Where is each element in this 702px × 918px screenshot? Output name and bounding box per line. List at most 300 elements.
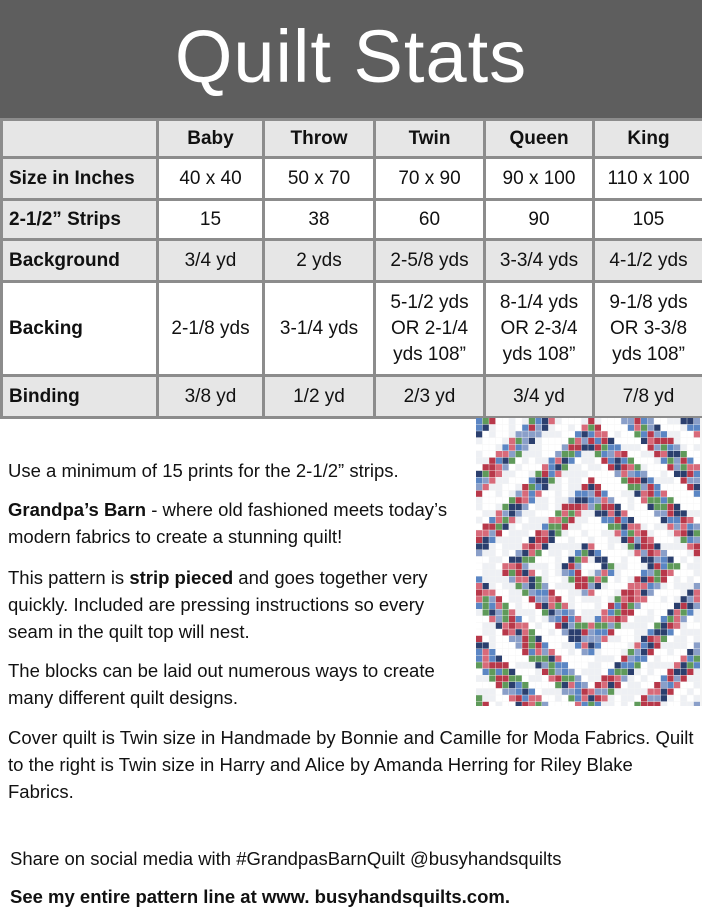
quilt-square	[601, 530, 607, 536]
quilt-square	[483, 682, 489, 688]
quilt-square	[588, 563, 594, 569]
quilt-square	[489, 418, 495, 424]
quilt-square	[502, 702, 508, 706]
quilt-square	[621, 616, 627, 622]
quilt-square	[516, 484, 522, 490]
quilt-square	[496, 702, 502, 706]
column-header: Throw	[264, 120, 375, 158]
quilt-square	[641, 537, 647, 543]
quilt-square	[628, 590, 634, 596]
quilt-square	[595, 543, 601, 549]
quilt-square	[615, 570, 621, 576]
quilt-square	[522, 438, 528, 444]
quilt-square	[628, 596, 634, 602]
quilt-square	[549, 596, 555, 602]
quilt-square	[667, 629, 673, 635]
quilt-square	[667, 596, 673, 602]
quilt-square	[483, 629, 489, 635]
quilt-square	[595, 504, 601, 510]
quilt-square	[562, 702, 568, 706]
quilt-square	[615, 477, 621, 483]
quilt-square	[595, 425, 601, 431]
quilt-square	[529, 649, 535, 655]
quilt-square	[595, 662, 601, 668]
quilt-square	[641, 563, 647, 569]
quilt-square	[667, 464, 673, 470]
quilt-square	[555, 603, 561, 609]
quilt-square	[568, 649, 574, 655]
quilt-square	[681, 576, 687, 582]
quilt-square	[634, 695, 640, 701]
quilt-square	[535, 451, 541, 457]
quilt-square	[648, 642, 654, 648]
quilt-square	[687, 543, 693, 549]
quilt-square	[615, 543, 621, 549]
quilt-square	[667, 438, 673, 444]
quilt-square	[608, 464, 614, 470]
quilt-square	[476, 603, 482, 609]
quilt-square	[582, 537, 588, 543]
quilt-square	[502, 576, 508, 582]
quilt-square	[608, 438, 614, 444]
quilt-square	[483, 543, 489, 549]
quilt-square	[608, 603, 614, 609]
quilt-square	[496, 682, 502, 688]
quilt-square	[694, 458, 700, 464]
quilt-square	[601, 616, 607, 622]
quilt-square	[628, 636, 634, 642]
quilt-square	[601, 504, 607, 510]
quilt-square	[496, 484, 502, 490]
quilt-square	[654, 682, 660, 688]
quilt-square	[549, 642, 555, 648]
quilt-square	[509, 530, 515, 536]
quilt-square	[516, 550, 522, 556]
quilt-square	[674, 682, 680, 688]
quilt-square	[661, 662, 667, 668]
quilt-square	[516, 695, 522, 701]
quilt-square	[687, 524, 693, 530]
quilt-square	[555, 543, 561, 549]
quilt-square	[595, 576, 601, 582]
quilt-square	[509, 557, 515, 563]
quilt-square	[621, 451, 627, 457]
quilt-square	[542, 471, 548, 477]
quilt-square	[562, 570, 568, 576]
quilt-square	[489, 543, 495, 549]
quilt-square	[535, 576, 541, 582]
quilt-square	[628, 438, 634, 444]
quilt-square	[509, 458, 515, 464]
quilt-square	[661, 458, 667, 464]
quilt-square	[529, 530, 535, 536]
quilt-square	[555, 510, 561, 516]
quilt-square	[502, 431, 508, 437]
table-header-row	[2, 120, 702, 158]
quilt-square	[516, 702, 522, 706]
quilt-square	[582, 438, 588, 444]
quilt-square	[555, 702, 561, 706]
quilt-square	[476, 642, 482, 648]
quilt-square	[681, 583, 687, 589]
quilt-square	[615, 504, 621, 510]
quilt-square	[568, 590, 574, 596]
quilt-square	[496, 530, 502, 536]
quilt-square	[555, 464, 561, 470]
quilt-square	[641, 649, 647, 655]
quilt-square	[555, 491, 561, 497]
quilt-square	[535, 695, 541, 701]
quilt-square	[555, 642, 561, 648]
quilt-square	[687, 550, 693, 556]
quilt-square	[615, 550, 621, 556]
quilt-square	[694, 524, 700, 530]
quilt-square	[483, 669, 489, 675]
quilt-square	[542, 689, 548, 695]
quilt-square	[654, 431, 660, 437]
quilt-square	[522, 609, 528, 615]
quilt-square	[641, 682, 647, 688]
quilt-square	[496, 576, 502, 582]
fabric-credits: Cover quilt is Twin size in Handmade by Bonnie and Camille for Moda Fabrics. Quilt to the right is Twin size in Harry and Alice by Amanda Herring for Riley Blake Fabrics.	[8, 727, 694, 802]
quilt-square	[674, 695, 680, 701]
quilt-square	[542, 656, 548, 662]
quilt-square	[562, 609, 568, 615]
quilt-square	[608, 642, 614, 648]
quilt-square	[601, 590, 607, 596]
quilt-square	[634, 629, 640, 635]
quilt-square	[661, 451, 667, 457]
quilt-square	[628, 431, 634, 437]
quilt-square	[674, 504, 680, 510]
quilt-square	[489, 504, 495, 510]
quilt-square	[601, 543, 607, 549]
quilt-square	[496, 669, 502, 675]
quilt-square	[694, 425, 700, 431]
quilt-square	[608, 517, 614, 523]
quilt-square	[588, 458, 594, 464]
quilt-square	[634, 563, 640, 569]
quilt-square	[509, 596, 515, 602]
quilt-square	[615, 636, 621, 642]
quilt-square	[522, 517, 528, 523]
quilt-square	[615, 530, 621, 536]
quilt-square	[555, 570, 561, 576]
table-cell: 90 x 100	[485, 158, 594, 200]
quilt-square	[542, 629, 548, 635]
quilt-square	[483, 524, 489, 530]
quilt-square	[522, 570, 528, 576]
quilt-square	[595, 649, 601, 655]
quilt-square	[476, 543, 482, 549]
quilt-square	[509, 609, 515, 615]
quilt-square	[615, 576, 621, 582]
quilt-square	[562, 669, 568, 675]
quilt-square	[641, 484, 647, 490]
quilt-square	[582, 629, 588, 635]
quilt-square	[641, 438, 647, 444]
quilt-square	[595, 484, 601, 490]
quilt-square	[568, 444, 574, 450]
quilt-square	[562, 603, 568, 609]
quilt-square	[661, 616, 667, 622]
quilt-square	[621, 524, 627, 530]
quilt-square	[601, 583, 607, 589]
quilt-square	[509, 656, 515, 662]
quilt-square	[687, 609, 693, 615]
quilt-square	[529, 537, 535, 543]
quilt-square	[575, 689, 581, 695]
quilt-square	[529, 524, 535, 530]
quilt-square	[483, 451, 489, 457]
quilt-square	[575, 695, 581, 701]
quilt-square	[509, 576, 515, 582]
quilt-square	[562, 557, 568, 563]
column-header: Twin	[375, 120, 485, 158]
quilt-square	[483, 656, 489, 662]
quilt-square	[654, 550, 660, 556]
quilt-square	[694, 438, 700, 444]
quilt-square	[628, 464, 634, 470]
quilt-square	[667, 616, 673, 622]
quilt-square	[509, 484, 515, 490]
quilt-square	[483, 702, 489, 706]
quilt-square	[516, 616, 522, 622]
quilt-square	[502, 609, 508, 615]
quilt-square	[549, 702, 555, 706]
quilt-square	[568, 530, 574, 536]
quilt-square	[601, 689, 607, 695]
quilt-square	[588, 464, 594, 470]
quilt-square	[516, 662, 522, 668]
quilt-square	[562, 675, 568, 681]
quilt-square	[496, 583, 502, 589]
quilt-square	[588, 702, 594, 706]
quilt-square	[542, 431, 548, 437]
quilt-square	[509, 642, 515, 648]
quilt-square	[628, 609, 634, 615]
quilt-square	[641, 596, 647, 602]
quilt-square	[654, 471, 660, 477]
quilt-square	[654, 636, 660, 642]
quilt-square	[522, 583, 528, 589]
quilt-square	[568, 550, 574, 556]
quilt-square	[476, 471, 482, 477]
quilt-square	[628, 458, 634, 464]
quilt-square	[694, 682, 700, 688]
quilt-square	[641, 425, 647, 431]
quilt-square	[667, 510, 673, 516]
quilt-square	[588, 596, 594, 602]
quilt-square	[555, 444, 561, 450]
quilt-square	[681, 609, 687, 615]
quilt-square	[694, 451, 700, 457]
quilt-square	[674, 603, 680, 609]
table-row	[2, 282, 702, 376]
quilt-square	[522, 491, 528, 497]
quilt-square	[502, 477, 508, 483]
quilt-square	[489, 583, 495, 589]
quilt-square	[608, 682, 614, 688]
quilt-square	[634, 484, 640, 490]
quilt-square	[654, 438, 660, 444]
quilt-square	[516, 669, 522, 675]
quilt-square	[628, 510, 634, 516]
quilt-square	[694, 484, 700, 490]
quilt-square	[575, 517, 581, 523]
quilt-square	[661, 504, 667, 510]
quilt-square	[535, 596, 541, 602]
quilt-square	[483, 576, 489, 582]
quilt-square	[661, 444, 667, 450]
quilt-square	[601, 438, 607, 444]
quilt-square	[595, 675, 601, 681]
table-cell: 1/2 yd	[264, 376, 375, 418]
quilt-square	[648, 623, 654, 629]
quilt-square	[575, 438, 581, 444]
quilt-square	[661, 583, 667, 589]
quilt-square	[516, 477, 522, 483]
quilt-square	[516, 656, 522, 662]
quilt-square	[667, 451, 673, 457]
quilt-square	[661, 550, 667, 556]
quilt-square	[582, 444, 588, 450]
quilt-square	[634, 543, 640, 549]
quilt-square	[582, 484, 588, 490]
quilt-square	[634, 649, 640, 655]
quilt-square	[582, 425, 588, 431]
quilt-square	[661, 590, 667, 596]
quilt-square	[582, 563, 588, 569]
quilt-square	[562, 425, 568, 431]
quilt-square	[674, 444, 680, 450]
quilt-square	[641, 543, 647, 549]
quilt-square	[648, 504, 654, 510]
quilt-square	[509, 649, 515, 655]
quilt-square	[568, 510, 574, 516]
quilt-square	[562, 682, 568, 688]
quilt-square	[509, 570, 515, 576]
quilt-square	[588, 609, 594, 615]
quilt-square	[582, 431, 588, 437]
quilt-square	[667, 623, 673, 629]
quilt-square	[483, 458, 489, 464]
quilt-square	[667, 669, 673, 675]
quilt-square	[641, 458, 647, 464]
quilt-square	[641, 497, 647, 503]
quilt-square	[562, 497, 568, 503]
quilt-square	[648, 669, 654, 675]
quilt-square	[489, 530, 495, 536]
quilt-square	[681, 484, 687, 490]
quilt-square	[535, 563, 541, 569]
quilt-square	[648, 603, 654, 609]
quilt-square	[476, 563, 482, 569]
quilt-square	[483, 517, 489, 523]
quilt-square	[628, 695, 634, 701]
quilt-square	[667, 491, 673, 497]
quilt-square	[535, 675, 541, 681]
quilt-square	[522, 636, 528, 642]
quilt-stats-table	[0, 118, 702, 419]
table-cell: 3/8 yd	[158, 376, 264, 418]
quilt-square	[529, 497, 535, 503]
quilt-square	[509, 583, 515, 589]
quilt-square	[542, 477, 548, 483]
quilt-square	[542, 576, 548, 582]
quilt-square	[542, 590, 548, 596]
quilt-square	[648, 656, 654, 662]
quilt-square	[667, 656, 673, 662]
quilt-square	[575, 444, 581, 450]
quilt-square	[661, 570, 667, 576]
quilt-square	[502, 557, 508, 563]
quilt-square	[542, 649, 548, 655]
quilt-square	[555, 576, 561, 582]
quilt-square	[568, 682, 574, 688]
quilt-square	[588, 530, 594, 536]
quilt-square	[502, 603, 508, 609]
quilt-square	[568, 464, 574, 470]
quilt-square	[667, 702, 673, 706]
quilt-square	[575, 629, 581, 635]
quilt-square	[588, 616, 594, 622]
quilt-square	[667, 695, 673, 701]
quilt-square	[595, 497, 601, 503]
quilt-square	[667, 425, 673, 431]
quilt-square	[582, 543, 588, 549]
strip-pieced-bold: strip pieced	[129, 567, 234, 588]
quilt-square	[582, 517, 588, 523]
quilt-square	[529, 669, 535, 675]
quilt-square	[661, 636, 667, 642]
quilt-square	[694, 464, 700, 470]
quilt-square	[641, 451, 647, 457]
quilt-square	[588, 438, 594, 444]
quilt-square	[562, 530, 568, 536]
quilt-square	[641, 510, 647, 516]
quilt-square	[601, 524, 607, 530]
quilt-square	[542, 695, 548, 701]
quilt-square	[529, 517, 535, 523]
quilt-square	[667, 636, 673, 642]
quilt-square	[601, 517, 607, 523]
quilt-square	[648, 524, 654, 530]
quilt-square	[595, 510, 601, 516]
quilt-square	[496, 524, 502, 530]
quilt-square	[483, 675, 489, 681]
quilt-square	[496, 629, 502, 635]
quilt-square	[687, 517, 693, 523]
quilt-square	[615, 609, 621, 615]
quilt-square	[582, 596, 588, 602]
quilt-pattern-graphic	[476, 418, 702, 706]
quilt-square	[634, 669, 640, 675]
quilt-square	[549, 425, 555, 431]
quilt-square	[555, 623, 561, 629]
quilt-square	[608, 537, 614, 543]
quilt-square	[542, 543, 548, 549]
quilt-square	[608, 695, 614, 701]
quilt-square	[562, 477, 568, 483]
quilt-square	[489, 550, 495, 556]
quilt-square	[667, 609, 673, 615]
quilt-square	[509, 497, 515, 503]
quilt-square	[648, 464, 654, 470]
quilt-square	[535, 629, 541, 635]
quilt-square	[634, 451, 640, 457]
quilt-square	[476, 629, 482, 635]
